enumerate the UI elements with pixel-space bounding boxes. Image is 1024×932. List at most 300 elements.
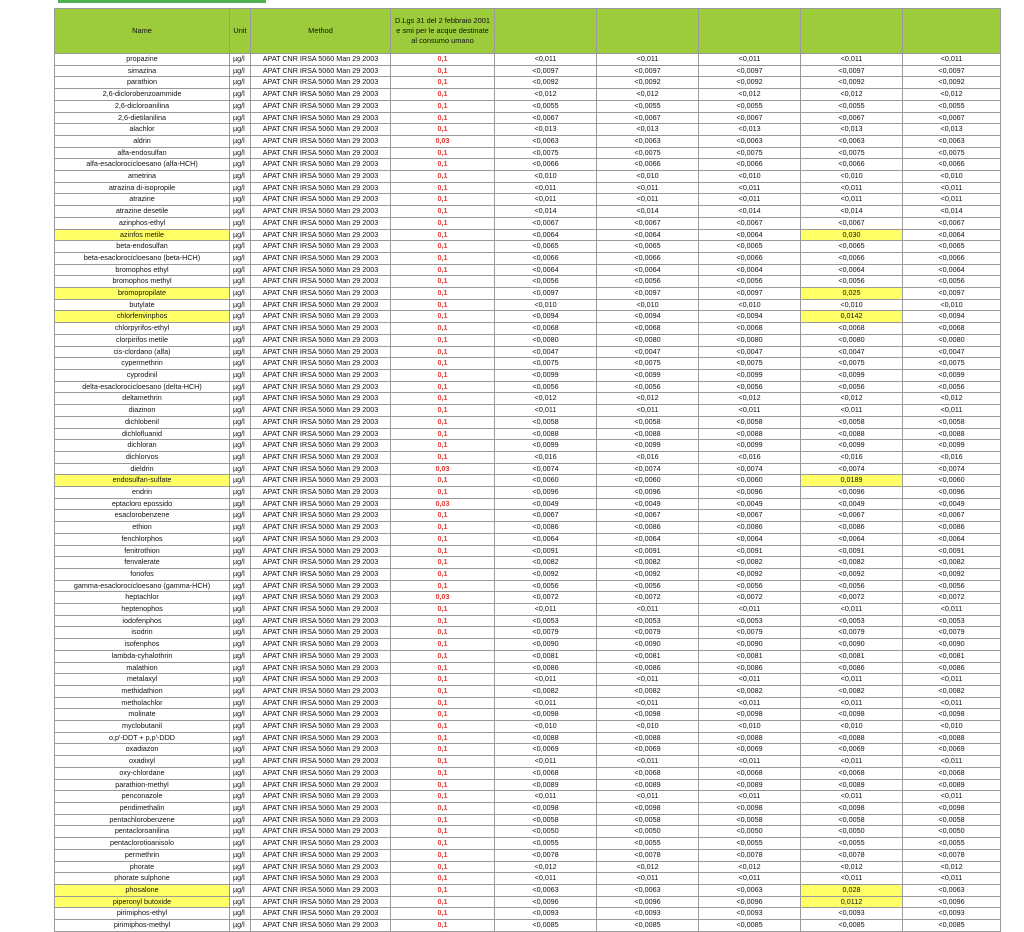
cell-unit[interactable]: µg/l xyxy=(230,323,251,335)
cell-value[interactable]: <0,0049 xyxy=(495,498,597,510)
cell-limit[interactable]: 0,1 xyxy=(391,428,495,440)
cell-value[interactable]: <0,011 xyxy=(699,791,801,803)
cell-method[interactable]: APAT CNR IRSA 5060 Man 29 2003 xyxy=(251,358,391,370)
cell-value[interactable]: <0,0066 xyxy=(903,252,1001,264)
cell-value[interactable]: <0,0049 xyxy=(597,498,699,510)
cell-value[interactable]: <0,0088 xyxy=(903,732,1001,744)
cell-value[interactable]: <0,0069 xyxy=(699,744,801,756)
cell-value[interactable]: <0,0092 xyxy=(597,77,699,89)
cell-value[interactable]: <0,010 xyxy=(903,721,1001,733)
cell-limit[interactable]: 0,1 xyxy=(391,346,495,358)
cell-limit[interactable]: 0,1 xyxy=(391,416,495,428)
cell-value[interactable]: <0,012 xyxy=(597,89,699,101)
cell-value[interactable]: <0,0092 xyxy=(801,77,903,89)
cell-name[interactable]: heptenophos xyxy=(55,604,230,616)
cell-value[interactable]: <0,0099 xyxy=(495,440,597,452)
cell-value[interactable]: <0,010 xyxy=(699,171,801,183)
cell-name[interactable]: endrin xyxy=(55,487,230,499)
cell-name[interactable]: fenitrothion xyxy=(55,545,230,557)
cell-value[interactable]: <0,0079 xyxy=(903,627,1001,639)
cell-limit[interactable]: 0,1 xyxy=(391,288,495,300)
cell-value[interactable]: <0,011 xyxy=(903,674,1001,686)
cell-limit[interactable]: 0,1 xyxy=(391,65,495,77)
cell-value[interactable]: <0,0088 xyxy=(699,428,801,440)
cell-value[interactable]: <0,0056 xyxy=(495,381,597,393)
cell-value[interactable]: <0,0067 xyxy=(495,112,597,124)
cell-value[interactable]: <0,011 xyxy=(801,604,903,616)
cell-method[interactable]: APAT CNR IRSA 5060 Man 29 2003 xyxy=(251,849,391,861)
cell-limit[interactable]: 0,1 xyxy=(391,580,495,592)
cell-value[interactable]: <0,011 xyxy=(597,791,699,803)
cell-unit[interactable]: µg/l xyxy=(230,685,251,697)
cell-value[interactable]: <0,0091 xyxy=(495,545,597,557)
cell-unit[interactable]: µg/l xyxy=(230,405,251,417)
cell-name[interactable]: gamma-esaclorocicloesano (gamma-HCH) xyxy=(55,580,230,592)
cell-value[interactable]: <0,0079 xyxy=(597,627,699,639)
cell-limit[interactable]: 0,1 xyxy=(391,920,495,932)
cell-value[interactable]: <0,0098 xyxy=(597,709,699,721)
cell-method[interactable]: APAT CNR IRSA 5060 Man 29 2003 xyxy=(251,288,391,300)
cell-value[interactable]: <0,0066 xyxy=(699,159,801,171)
cell-name[interactable]: ethion xyxy=(55,522,230,534)
cell-value[interactable]: <0,011 xyxy=(495,194,597,206)
cell-limit[interactable]: 0,1 xyxy=(391,217,495,229)
cell-method[interactable]: APAT CNR IRSA 5060 Man 29 2003 xyxy=(251,709,391,721)
cell-value[interactable]: <0,0068 xyxy=(495,323,597,335)
cell-value[interactable]: <0,011 xyxy=(699,194,801,206)
cell-name[interactable]: clorpirifos metile xyxy=(55,334,230,346)
cell-value[interactable]: <0,0050 xyxy=(699,826,801,838)
cell-name[interactable]: beta-endosulfan xyxy=(55,241,230,253)
cell-name[interactable]: myclobutanil xyxy=(55,721,230,733)
cell-value[interactable]: <0,012 xyxy=(699,861,801,873)
cell-method[interactable]: APAT CNR IRSA 5060 Man 29 2003 xyxy=(251,112,391,124)
cell-value[interactable]: <0,0085 xyxy=(699,920,801,932)
cell-value[interactable]: <0,0064 xyxy=(699,264,801,276)
cell-method[interactable]: APAT CNR IRSA 5060 Man 29 2003 xyxy=(251,475,391,487)
cell-limit[interactable]: 0,1 xyxy=(391,276,495,288)
cell-name[interactable]: azinphos-ethyl xyxy=(55,217,230,229)
cell-name[interactable]: 2,6-diclorobenzoammide xyxy=(55,89,230,101)
cell-value[interactable]: 0,028 xyxy=(801,884,903,896)
cell-value[interactable]: <0,0063 xyxy=(597,884,699,896)
cell-name[interactable]: chlorfenvinphos xyxy=(55,311,230,323)
cell-name[interactable]: pentacloroanilina xyxy=(55,826,230,838)
cell-limit[interactable]: 0,1 xyxy=(391,557,495,569)
cell-unit[interactable]: µg/l xyxy=(230,849,251,861)
cell-value[interactable]: <0,0055 xyxy=(801,100,903,112)
cell-method[interactable]: APAT CNR IRSA 5060 Man 29 2003 xyxy=(251,510,391,522)
cell-limit[interactable]: 0,1 xyxy=(391,147,495,159)
cell-value[interactable]: <0,011 xyxy=(597,873,699,885)
cell-unit[interactable]: µg/l xyxy=(230,381,251,393)
cell-name[interactable]: molinate xyxy=(55,709,230,721)
cell-limit[interactable]: 0,1 xyxy=(391,522,495,534)
cell-value[interactable]: <0,0075 xyxy=(597,358,699,370)
cell-value[interactable]: <0,0068 xyxy=(801,767,903,779)
cell-method[interactable]: APAT CNR IRSA 5060 Man 29 2003 xyxy=(251,838,391,850)
cell-value[interactable]: <0,0067 xyxy=(495,510,597,522)
cell-value[interactable]: <0,0097 xyxy=(903,65,1001,77)
cell-value[interactable]: <0,0090 xyxy=(699,639,801,651)
cell-value[interactable]: <0,0072 xyxy=(903,592,1001,604)
cell-value[interactable]: <0,0085 xyxy=(597,920,699,932)
cell-unit[interactable]: µg/l xyxy=(230,77,251,89)
cell-name[interactable]: bromophos ethyl xyxy=(55,264,230,276)
cell-value[interactable]: <0,011 xyxy=(699,756,801,768)
cell-limit[interactable]: 0,1 xyxy=(391,826,495,838)
cell-value[interactable]: <0,0085 xyxy=(903,920,1001,932)
cell-value[interactable]: <0,011 xyxy=(801,182,903,194)
cell-value[interactable]: <0,0056 xyxy=(699,381,801,393)
cell-value[interactable]: <0,0067 xyxy=(699,217,801,229)
cell-limit[interactable]: 0,1 xyxy=(391,405,495,417)
cell-method[interactable]: APAT CNR IRSA 5060 Man 29 2003 xyxy=(251,721,391,733)
cell-unit[interactable]: µg/l xyxy=(230,299,251,311)
cell-value[interactable]: <0,0058 xyxy=(699,814,801,826)
cell-unit[interactable]: µg/l xyxy=(230,627,251,639)
cell-name[interactable]: metalaxyl xyxy=(55,674,230,686)
cell-value[interactable]: <0,0093 xyxy=(699,908,801,920)
cell-value[interactable]: <0,0086 xyxy=(801,662,903,674)
cell-unit[interactable]: µg/l xyxy=(230,674,251,686)
cell-value[interactable]: <0,0093 xyxy=(903,908,1001,920)
cell-value[interactable]: <0,0063 xyxy=(903,135,1001,147)
cell-name[interactable]: pendimethalin xyxy=(55,803,230,815)
cell-value[interactable]: <0,012 xyxy=(495,393,597,405)
cell-name[interactable]: esaclorobenzene xyxy=(55,510,230,522)
cell-value[interactable]: <0,0088 xyxy=(801,428,903,440)
cell-value[interactable]: <0,0098 xyxy=(801,803,903,815)
cell-limit[interactable]: 0,1 xyxy=(391,54,495,66)
cell-value[interactable]: <0,0093 xyxy=(495,908,597,920)
cell-limit[interactable]: 0,1 xyxy=(391,861,495,873)
cell-value[interactable]: <0,0064 xyxy=(597,264,699,276)
cell-value[interactable]: <0,011 xyxy=(699,182,801,194)
cell-method[interactable]: APAT CNR IRSA 5060 Man 29 2003 xyxy=(251,685,391,697)
cell-value[interactable]: <0,0055 xyxy=(903,838,1001,850)
cell-value[interactable]: <0,0080 xyxy=(801,334,903,346)
cell-unit[interactable]: µg/l xyxy=(230,580,251,592)
cell-name[interactable]: cypermethrin xyxy=(55,358,230,370)
cell-value[interactable]: <0,0099 xyxy=(801,440,903,452)
cell-value[interactable]: <0,010 xyxy=(801,299,903,311)
cell-method[interactable]: APAT CNR IRSA 5060 Man 29 2003 xyxy=(251,487,391,499)
cell-name[interactable]: chlorpyrifos-ethyl xyxy=(55,323,230,335)
cell-value[interactable]: <0,013 xyxy=(597,124,699,136)
cell-value[interactable]: <0,011 xyxy=(495,54,597,66)
cell-unit[interactable]: µg/l xyxy=(230,65,251,77)
cell-limit[interactable]: 0,03 xyxy=(391,135,495,147)
cell-name[interactable]: delta-esaclorocicloesano (delta-HCH) xyxy=(55,381,230,393)
cell-name[interactable]: alachlor xyxy=(55,124,230,136)
cell-limit[interactable]: 0,1 xyxy=(391,264,495,276)
cell-value[interactable]: <0,0091 xyxy=(801,545,903,557)
cell-value[interactable]: <0,0069 xyxy=(495,744,597,756)
cell-value[interactable]: <0,0047 xyxy=(699,346,801,358)
cell-limit[interactable]: 0,1 xyxy=(391,334,495,346)
cell-name[interactable]: dieldrin xyxy=(55,463,230,475)
cell-value[interactable]: <0,0060 xyxy=(903,475,1001,487)
cell-value[interactable]: <0,0056 xyxy=(801,276,903,288)
cell-value[interactable]: <0,0049 xyxy=(903,498,1001,510)
cell-method[interactable]: APAT CNR IRSA 5060 Man 29 2003 xyxy=(251,884,391,896)
cell-name[interactable]: pentachlorobenzene xyxy=(55,814,230,826)
cell-value[interactable]: <0,0067 xyxy=(801,510,903,522)
cell-method[interactable]: APAT CNR IRSA 5060 Man 29 2003 xyxy=(251,264,391,276)
cell-method[interactable]: APAT CNR IRSA 5060 Man 29 2003 xyxy=(251,159,391,171)
cell-value[interactable]: <0,0090 xyxy=(801,639,903,651)
cell-method[interactable]: APAT CNR IRSA 5060 Man 29 2003 xyxy=(251,791,391,803)
cell-unit[interactable]: µg/l xyxy=(230,346,251,358)
cell-value[interactable]: <0,0067 xyxy=(903,217,1001,229)
cell-name[interactable]: alfa-esaclorocicloesano (alfa-HCH) xyxy=(55,159,230,171)
cell-method[interactable]: APAT CNR IRSA 5060 Man 29 2003 xyxy=(251,744,391,756)
cell-unit[interactable]: µg/l xyxy=(230,533,251,545)
cell-name[interactable]: atrazine xyxy=(55,194,230,206)
cell-value[interactable]: <0,0047 xyxy=(903,346,1001,358)
cell-name[interactable]: aldrin xyxy=(55,135,230,147)
cell-limit[interactable]: 0,1 xyxy=(391,311,495,323)
cell-value[interactable]: <0,0075 xyxy=(699,358,801,370)
cell-unit[interactable]: µg/l xyxy=(230,721,251,733)
cell-limit[interactable]: 0,1 xyxy=(391,791,495,803)
cell-limit[interactable]: 0,1 xyxy=(391,873,495,885)
cell-limit[interactable]: 0,1 xyxy=(391,814,495,826)
cell-value[interactable]: <0,014 xyxy=(495,206,597,218)
cell-value[interactable]: <0,012 xyxy=(903,393,1001,405)
cell-value[interactable]: <0,011 xyxy=(495,674,597,686)
cell-value[interactable]: <0,0099 xyxy=(597,369,699,381)
cell-limit[interactable]: 0,1 xyxy=(391,451,495,463)
cell-value[interactable]: <0,011 xyxy=(597,756,699,768)
cell-value[interactable]: <0,016 xyxy=(903,451,1001,463)
cell-method[interactable]: APAT CNR IRSA 5060 Man 29 2003 xyxy=(251,604,391,616)
cell-value[interactable]: <0,0089 xyxy=(597,779,699,791)
cell-unit[interactable]: µg/l xyxy=(230,838,251,850)
cell-value[interactable]: <0,010 xyxy=(801,721,903,733)
cell-value[interactable]: <0,0064 xyxy=(903,264,1001,276)
cell-limit[interactable]: 0,1 xyxy=(391,533,495,545)
cell-value[interactable]: <0,0066 xyxy=(495,159,597,171)
cell-value[interactable]: <0,0067 xyxy=(903,510,1001,522)
cell-value[interactable]: <0,0086 xyxy=(597,522,699,534)
cell-value[interactable]: <0,012 xyxy=(801,89,903,101)
cell-value[interactable]: <0,0096 xyxy=(495,487,597,499)
cell-unit[interactable]: µg/l xyxy=(230,124,251,136)
cell-value[interactable]: <0,0074 xyxy=(903,463,1001,475)
cell-unit[interactable]: µg/l xyxy=(230,779,251,791)
cell-method[interactable]: APAT CNR IRSA 5060 Man 29 2003 xyxy=(251,124,391,136)
cell-value[interactable]: <0,0067 xyxy=(801,112,903,124)
cell-value[interactable]: <0,013 xyxy=(801,124,903,136)
cell-method[interactable]: APAT CNR IRSA 5060 Man 29 2003 xyxy=(251,674,391,686)
cell-value[interactable]: <0,0075 xyxy=(495,358,597,370)
cell-value[interactable]: <0,0053 xyxy=(801,615,903,627)
cell-value[interactable]: <0,0047 xyxy=(597,346,699,358)
cell-method[interactable]: APAT CNR IRSA 5060 Man 29 2003 xyxy=(251,381,391,393)
cell-value[interactable]: <0,011 xyxy=(597,697,699,709)
cell-limit[interactable]: 0,1 xyxy=(391,639,495,651)
cell-unit[interactable]: µg/l xyxy=(230,369,251,381)
cell-limit[interactable]: 0,1 xyxy=(391,206,495,218)
cell-unit[interactable]: µg/l xyxy=(230,475,251,487)
cell-name[interactable]: o,p'-DDT + p,p'-DDD xyxy=(55,732,230,744)
cell-value[interactable]: 0,0142 xyxy=(801,311,903,323)
cell-limit[interactable]: 0,1 xyxy=(391,510,495,522)
cell-value[interactable]: <0,0075 xyxy=(801,147,903,159)
cell-value[interactable]: <0,0056 xyxy=(903,276,1001,288)
cell-value[interactable]: <0,011 xyxy=(903,791,1001,803)
cell-value[interactable]: <0,0096 xyxy=(495,896,597,908)
cell-value[interactable]: <0,0082 xyxy=(699,685,801,697)
cell-limit[interactable]: 0,1 xyxy=(391,884,495,896)
cell-value[interactable]: <0,0082 xyxy=(801,557,903,569)
cell-value[interactable]: <0,0086 xyxy=(699,662,801,674)
cell-unit[interactable]: µg/l xyxy=(230,241,251,253)
cell-method[interactable]: APAT CNR IRSA 5060 Man 29 2003 xyxy=(251,451,391,463)
cell-name[interactable]: piperonyl butoxide xyxy=(55,896,230,908)
cell-value[interactable]: <0,011 xyxy=(597,194,699,206)
cell-limit[interactable]: 0,1 xyxy=(391,393,495,405)
cell-value[interactable]: <0,011 xyxy=(495,697,597,709)
cell-limit[interactable]: 0,1 xyxy=(391,487,495,499)
cell-unit[interactable]: µg/l xyxy=(230,416,251,428)
cell-value[interactable]: <0,0078 xyxy=(597,849,699,861)
cell-method[interactable]: APAT CNR IRSA 5060 Man 29 2003 xyxy=(251,697,391,709)
cell-value[interactable]: <0,0080 xyxy=(699,334,801,346)
cell-method[interactable]: APAT CNR IRSA 5060 Man 29 2003 xyxy=(251,650,391,662)
cell-name[interactable]: atrazina di-isopropile xyxy=(55,182,230,194)
cell-value[interactable]: <0,0055 xyxy=(597,100,699,112)
cell-unit[interactable]: µg/l xyxy=(230,393,251,405)
cell-method[interactable]: APAT CNR IRSA 5060 Man 29 2003 xyxy=(251,77,391,89)
cell-method[interactable]: APAT CNR IRSA 5060 Man 29 2003 xyxy=(251,182,391,194)
cell-value[interactable]: <0,0080 xyxy=(495,334,597,346)
cell-unit[interactable]: µg/l xyxy=(230,767,251,779)
cell-name[interactable]: bromophos methyl xyxy=(55,276,230,288)
cell-value[interactable]: <0,0067 xyxy=(495,217,597,229)
cell-value[interactable]: <0,0088 xyxy=(597,732,699,744)
cell-limit[interactable]: 0,1 xyxy=(391,615,495,627)
cell-value[interactable]: <0,011 xyxy=(801,674,903,686)
cell-unit[interactable]: µg/l xyxy=(230,650,251,662)
cell-value[interactable]: 0,025 xyxy=(801,288,903,300)
cell-limit[interactable]: 0,1 xyxy=(391,77,495,89)
cell-unit[interactable]: µg/l xyxy=(230,744,251,756)
cell-value[interactable]: <0,0075 xyxy=(699,147,801,159)
cell-value[interactable]: <0,0064 xyxy=(903,533,1001,545)
cell-value[interactable]: <0,0074 xyxy=(495,463,597,475)
cell-limit[interactable]: 0,1 xyxy=(391,732,495,744)
cell-value[interactable]: <0,0082 xyxy=(495,557,597,569)
cell-method[interactable]: APAT CNR IRSA 5060 Man 29 2003 xyxy=(251,135,391,147)
cell-value[interactable]: <0,012 xyxy=(495,861,597,873)
cell-value[interactable]: <0,0091 xyxy=(699,545,801,557)
cell-value[interactable]: <0,0078 xyxy=(801,849,903,861)
cell-unit[interactable]: µg/l xyxy=(230,826,251,838)
cell-limit[interactable]: 0,1 xyxy=(391,650,495,662)
cell-unit[interactable]: µg/l xyxy=(230,206,251,218)
cell-value[interactable]: <0,0069 xyxy=(597,744,699,756)
cell-unit[interactable]: µg/l xyxy=(230,639,251,651)
cell-unit[interactable]: µg/l xyxy=(230,147,251,159)
cell-value[interactable]: <0,016 xyxy=(597,451,699,463)
cell-value[interactable]: <0,0064 xyxy=(597,533,699,545)
cell-method[interactable]: APAT CNR IRSA 5060 Man 29 2003 xyxy=(251,920,391,932)
cell-value[interactable]: <0,0072 xyxy=(699,592,801,604)
cell-value[interactable]: <0,0055 xyxy=(495,838,597,850)
cell-value[interactable]: <0,012 xyxy=(699,89,801,101)
cell-limit[interactable]: 0,1 xyxy=(391,159,495,171)
cell-value[interactable]: <0,0098 xyxy=(903,803,1001,815)
cell-unit[interactable]: µg/l xyxy=(230,276,251,288)
cell-value[interactable]: <0,0058 xyxy=(903,814,1001,826)
cell-limit[interactable]: 0,1 xyxy=(391,171,495,183)
cell-value[interactable]: <0,011 xyxy=(903,697,1001,709)
cell-unit[interactable]: µg/l xyxy=(230,592,251,604)
cell-value[interactable]: <0,0074 xyxy=(699,463,801,475)
cell-value[interactable]: <0,0066 xyxy=(699,252,801,264)
cell-method[interactable]: APAT CNR IRSA 5060 Man 29 2003 xyxy=(251,498,391,510)
cell-value[interactable]: <0,010 xyxy=(699,299,801,311)
cell-value[interactable]: <0,011 xyxy=(495,791,597,803)
cell-value[interactable]: <0,0075 xyxy=(903,358,1001,370)
cell-value[interactable]: <0,0082 xyxy=(495,685,597,697)
cell-unit[interactable]: µg/l xyxy=(230,100,251,112)
cell-value[interactable]: <0,0058 xyxy=(495,416,597,428)
cell-value[interactable]: <0,0097 xyxy=(699,65,801,77)
cell-value[interactable]: <0,0047 xyxy=(495,346,597,358)
cell-name[interactable]: diazinon xyxy=(55,405,230,417)
cell-limit[interactable]: 0,1 xyxy=(391,112,495,124)
cell-value[interactable]: <0,0067 xyxy=(597,510,699,522)
cell-value[interactable]: <0,0098 xyxy=(903,709,1001,721)
cell-value[interactable]: <0,013 xyxy=(495,124,597,136)
cell-value[interactable]: <0,012 xyxy=(597,861,699,873)
cell-limit[interactable]: 0,1 xyxy=(391,756,495,768)
cell-method[interactable]: APAT CNR IRSA 5060 Man 29 2003 xyxy=(251,217,391,229)
cell-method[interactable]: APAT CNR IRSA 5060 Man 29 2003 xyxy=(251,592,391,604)
cell-value[interactable]: <0,011 xyxy=(495,604,597,616)
cell-value[interactable]: <0,0088 xyxy=(495,428,597,440)
cell-value[interactable]: <0,0056 xyxy=(597,276,699,288)
cell-value[interactable]: <0,011 xyxy=(801,791,903,803)
cell-value[interactable]: <0,0092 xyxy=(597,568,699,580)
cell-value[interactable]: <0,013 xyxy=(699,124,801,136)
cell-value[interactable]: <0,0066 xyxy=(597,252,699,264)
cell-value[interactable]: <0,0098 xyxy=(495,803,597,815)
cell-limit[interactable]: 0,1 xyxy=(391,908,495,920)
cell-value[interactable]: <0,011 xyxy=(699,604,801,616)
cell-value[interactable]: <0,0058 xyxy=(801,814,903,826)
cell-value[interactable]: <0,0075 xyxy=(597,147,699,159)
cell-value[interactable]: <0,0072 xyxy=(597,592,699,604)
cell-unit[interactable]: µg/l xyxy=(230,334,251,346)
cell-value[interactable]: <0,0089 xyxy=(801,779,903,791)
cell-value[interactable]: <0,0082 xyxy=(903,685,1001,697)
cell-value[interactable]: <0,0068 xyxy=(699,767,801,779)
cell-name[interactable]: parathion xyxy=(55,77,230,89)
cell-unit[interactable]: µg/l xyxy=(230,803,251,815)
cell-value[interactable]: <0,0064 xyxy=(699,229,801,241)
cell-value[interactable]: <0,0064 xyxy=(495,264,597,276)
cell-value[interactable]: <0,0080 xyxy=(597,334,699,346)
cell-value[interactable]: <0,0056 xyxy=(495,276,597,288)
cell-method[interactable]: APAT CNR IRSA 5060 Man 29 2003 xyxy=(251,334,391,346)
cell-name[interactable]: beta-esaclorocicloesano (beta-HCH) xyxy=(55,252,230,264)
cell-unit[interactable]: µg/l xyxy=(230,135,251,147)
